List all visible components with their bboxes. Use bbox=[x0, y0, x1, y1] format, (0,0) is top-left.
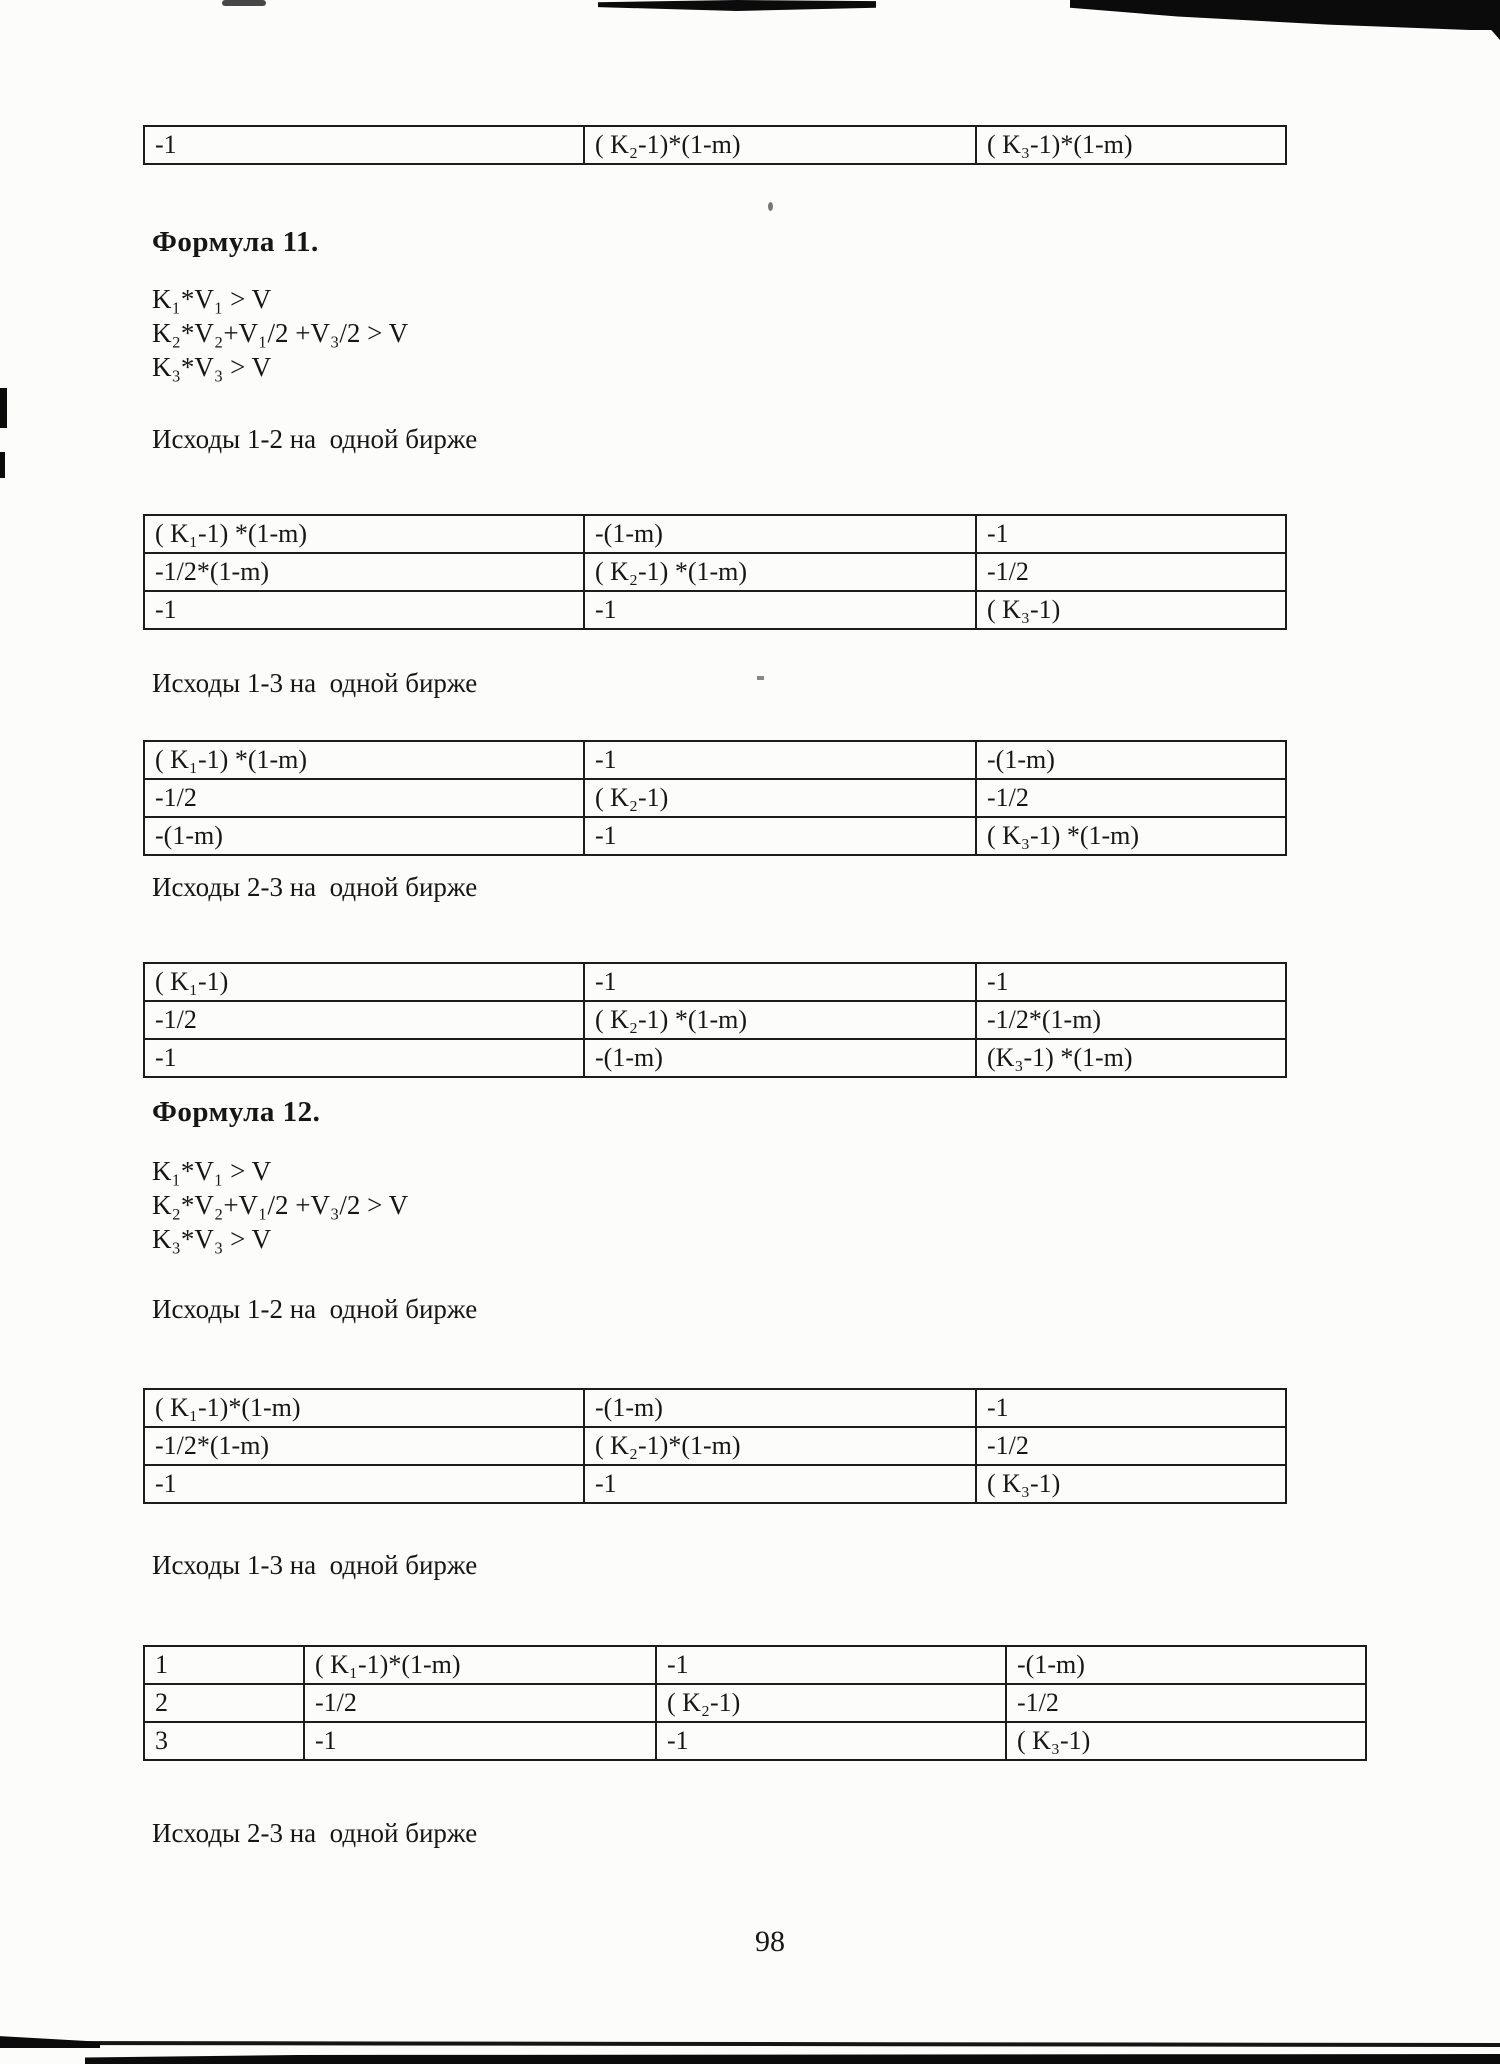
table-cell: ( K₂-1) bbox=[656, 1684, 1006, 1722]
formula-line: K₃*V₃ > V bbox=[152, 352, 272, 382]
formula-line: K₁*V₁ > V bbox=[152, 284, 272, 314]
row-number-cell: 3 bbox=[144, 1722, 304, 1760]
table-row bbox=[144, 591, 1286, 629]
table-cell: -(1-m) bbox=[584, 1389, 976, 1427]
table-row bbox=[144, 1684, 1366, 1722]
table-cell: -(1-m) bbox=[976, 741, 1286, 779]
table-cell: ( K₃-1) *(1-m) bbox=[976, 817, 1286, 855]
table-cell: -1/2 bbox=[144, 779, 584, 817]
table-cell: -1/2*(1-m) bbox=[144, 553, 584, 591]
table-cell: ( K₁-1)*(1-m) bbox=[144, 1389, 584, 1427]
table-cell: -1/2*(1-m) bbox=[144, 1427, 584, 1465]
table-cell: -1 bbox=[144, 591, 584, 629]
table-row bbox=[144, 1001, 1286, 1039]
outcomes-2-3-label-2: Исходы 2-3 на одной бирже bbox=[152, 1818, 478, 1848]
table-cell: -1 bbox=[656, 1646, 1006, 1684]
scan-speck-2 bbox=[757, 676, 764, 680]
table-cell: -1/2 bbox=[1006, 1684, 1366, 1722]
table-cell: -1 bbox=[976, 515, 1286, 553]
outcomes-1-2-table-2 bbox=[143, 1388, 1287, 1504]
table-cell: ( K₂-1) *(1-m) bbox=[584, 1001, 976, 1039]
table-cell: -1/2 bbox=[976, 779, 1286, 817]
outcomes-1-2-label-2: Исходы 1-2 на одной бирже bbox=[152, 1294, 478, 1324]
scan-artifact-top-bar bbox=[598, 0, 876, 11]
table-cell: -1 bbox=[144, 126, 584, 164]
formula-11-equations bbox=[152, 282, 408, 384]
table-cell: -1/2 bbox=[976, 553, 1286, 591]
formula-12-heading: Формула 12. bbox=[152, 1096, 321, 1128]
table-cell: ( K₁-1) *(1-m) bbox=[144, 741, 584, 779]
page-number: 98 bbox=[755, 1925, 785, 1958]
table-cell: ( K₃-1)*(1-m) bbox=[976, 126, 1286, 164]
table-row bbox=[144, 1646, 1366, 1684]
scan-artifact-top-right-wedge bbox=[1070, 0, 1500, 30]
table-cell: -1/2*(1-m) bbox=[976, 1001, 1286, 1039]
row-number-cell: 1 bbox=[144, 1646, 304, 1684]
table-cell: -1 bbox=[584, 817, 976, 855]
outcomes-1-2-table bbox=[143, 514, 1287, 630]
table-cell: ( K₁-1) *(1-m) bbox=[144, 515, 584, 553]
table-cell: ( K₃-1) bbox=[1006, 1722, 1366, 1760]
table-cell: ( K₂-1)*(1-m) bbox=[584, 126, 976, 164]
scan-speck-1 bbox=[768, 202, 773, 211]
table-cell: (K₃-1) *(1-m) bbox=[976, 1039, 1286, 1077]
table-cell: -1 bbox=[584, 1465, 976, 1503]
table-cell: -1/2 bbox=[976, 1427, 1286, 1465]
outcomes-1-3-label: Исходы 1-3 на одной бирже bbox=[152, 668, 478, 698]
table-cell: ( K₂-1) bbox=[584, 779, 976, 817]
table-cell: ( K₁-1)*(1-m) bbox=[304, 1646, 656, 1684]
outcomes-1-3-label-2: Исходы 1-3 на одной бирже bbox=[152, 1550, 478, 1580]
table-row bbox=[144, 1389, 1286, 1427]
table-row bbox=[144, 515, 1286, 553]
formula-line: K₂*V₂+V₁/2 +V₃/2 > V bbox=[152, 318, 409, 348]
scan-artifact-left-tick-2 bbox=[0, 452, 5, 478]
scan-artifact-bottom-line bbox=[0, 2041, 1500, 2047]
scan-artifact-bottom-bar bbox=[85, 2054, 1500, 2064]
table-row bbox=[144, 1465, 1286, 1503]
table-cell: -1 bbox=[144, 1465, 584, 1503]
formula-11-heading: Формула 11. bbox=[152, 226, 319, 258]
formula-line: K₃*V₃ > V bbox=[152, 1224, 272, 1254]
table-cell: -1 bbox=[976, 1389, 1286, 1427]
table-cell: -(1-m) bbox=[584, 515, 976, 553]
table-cell: ( K₂-1) *(1-m) bbox=[584, 553, 976, 591]
table-row bbox=[144, 553, 1286, 591]
table-cell: -1 bbox=[584, 963, 976, 1001]
scan-artifact-left-tick-1 bbox=[0, 388, 7, 428]
outcomes-1-2-label: Исходы 1-2 на одной бирже bbox=[152, 424, 478, 454]
row-number-cell: 2 bbox=[144, 1684, 304, 1722]
scan-artifact-bottom-blob bbox=[0, 2034, 100, 2048]
table-cell: -1 bbox=[584, 741, 976, 779]
table-row bbox=[144, 1722, 1366, 1760]
table-cell: ( K₃-1) bbox=[976, 591, 1286, 629]
table-row bbox=[144, 779, 1286, 817]
formula-line: K₁*V₁ > V bbox=[152, 1156, 272, 1186]
carryover-table-row bbox=[143, 125, 1287, 165]
table-row bbox=[144, 1427, 1286, 1465]
table-cell: -1 bbox=[976, 963, 1286, 1001]
table-cell: -1 bbox=[144, 1039, 584, 1077]
table-cell: -1 bbox=[304, 1722, 656, 1760]
table-cell: -1 bbox=[584, 591, 976, 629]
table-cell: -(1-m) bbox=[144, 817, 584, 855]
table-cell: -1/2 bbox=[304, 1684, 656, 1722]
outcomes-1-3-table bbox=[143, 740, 1287, 856]
table-cell: ( K₃-1) bbox=[976, 1465, 1286, 1503]
formula-12-equations bbox=[152, 1154, 408, 1256]
table-cell: -1/2 bbox=[144, 1001, 584, 1039]
table-cell: -(1-m) bbox=[1006, 1646, 1366, 1684]
formula-line: K₂*V₂+V₁/2 +V₃/2 > V bbox=[152, 1190, 409, 1220]
table-cell: -1 bbox=[656, 1722, 1006, 1760]
table-row bbox=[144, 741, 1286, 779]
outcomes-2-3-label: Исходы 2-3 на одной бирже bbox=[152, 872, 478, 902]
outcomes-2-3-table bbox=[143, 962, 1287, 1078]
outcomes-1-3-table-2 bbox=[143, 1645, 1367, 1761]
table-row bbox=[144, 817, 1286, 855]
table-row bbox=[144, 126, 1286, 164]
table-row bbox=[144, 963, 1286, 1001]
scan-artifact-top-dash bbox=[222, 0, 266, 6]
table-row bbox=[144, 1039, 1286, 1077]
table-cell: ( K₁-1) bbox=[144, 963, 584, 1001]
table-cell: -(1-m) bbox=[584, 1039, 976, 1077]
table-cell: ( K₂-1)*(1-m) bbox=[584, 1427, 976, 1465]
